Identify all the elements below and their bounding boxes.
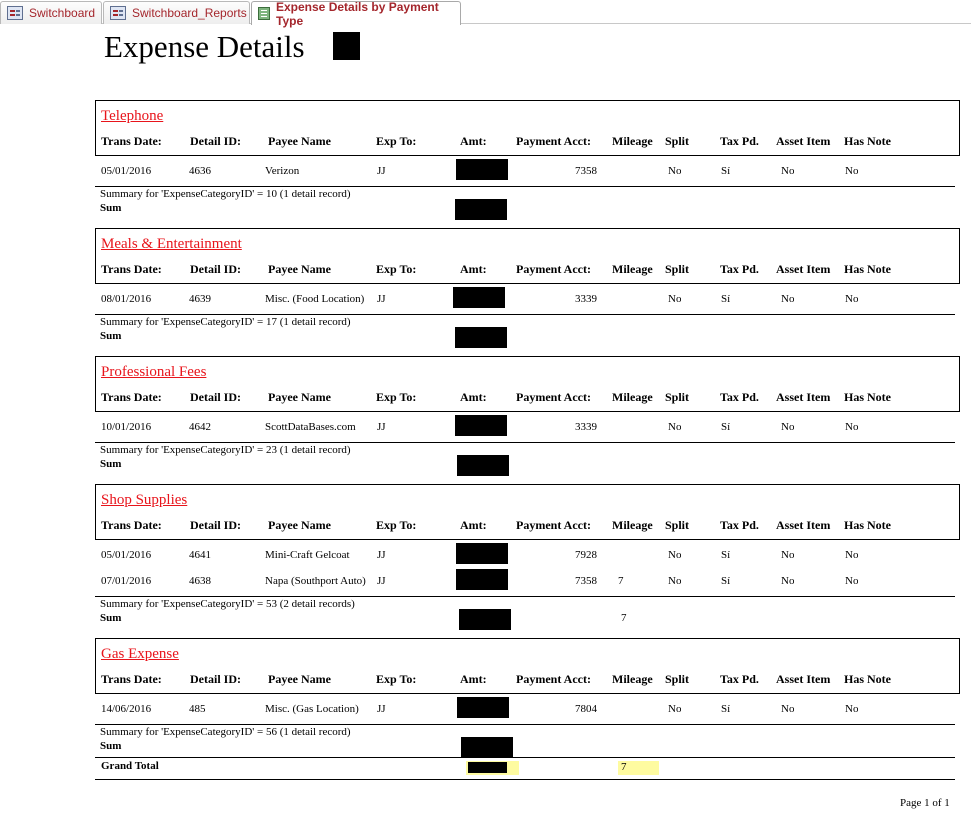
cell-tax-pd: Sí: [721, 421, 731, 433]
column-header-has-note: Has Note: [844, 672, 891, 686]
form-icon: [7, 6, 23, 20]
column-header-payee-name: Payee Name: [268, 134, 331, 148]
cell-has-note: No: [845, 575, 859, 587]
group-title: Professional Fees: [101, 364, 207, 380]
column-header-tax-pd: Tax Pd.: [720, 518, 759, 532]
cell-exp-to: JJ: [377, 165, 386, 177]
cell-asset-item: No: [781, 293, 795, 305]
cell-has-note: No: [845, 421, 859, 433]
sum-amount-redacted: [457, 455, 509, 476]
column-header-has-note: Has Note: [844, 390, 891, 404]
column-header-amt: Amt:: [460, 134, 487, 148]
cell-payee-name: Verizon: [265, 165, 300, 177]
cell-trans-date: 14/06/2016: [101, 703, 152, 715]
cell-exp-to: JJ: [377, 703, 386, 715]
amount-redacted: [456, 159, 508, 180]
cell-asset-item: No: [781, 575, 795, 587]
amount-redacted: [455, 415, 507, 436]
column-header-asset-item: Asset Item: [776, 518, 831, 532]
group-title: Shop Supplies: [101, 492, 188, 508]
redacted-block: [333, 32, 360, 60]
cell-payment-acct: 7804: [575, 703, 597, 715]
detail-rule: [95, 442, 955, 443]
column-header-asset-item: Asset Item: [776, 672, 831, 686]
group-header: [95, 638, 960, 694]
report-icon: [258, 7, 270, 20]
cell-asset-item: No: [781, 165, 795, 177]
group-title: Gas Expense: [101, 646, 179, 662]
column-header-split: Split: [665, 262, 690, 276]
column-header-payment-acct: Payment Acct:: [516, 134, 591, 148]
column-header-amt: Amt:: [460, 262, 487, 276]
cell-split: No: [668, 575, 682, 587]
column-header-detail-id: Detail ID:: [190, 518, 241, 532]
group-title: Meals & Entertainment: [101, 236, 242, 252]
column-header-asset-item: Asset Item: [776, 134, 831, 148]
group-summary: Summary for 'ExpenseCategoryID' = 10 (1 detail record): [100, 188, 351, 200]
sum-amount-redacted: [461, 737, 513, 758]
column-header-payee-name: Payee Name: [268, 672, 331, 686]
detail-rule: [95, 314, 955, 315]
cell-has-note: No: [845, 549, 859, 561]
column-header-trans-date: Trans Date:: [101, 134, 162, 148]
tab-switchboard-reports[interactable]: [103, 1, 250, 24]
cell-has-note: No: [845, 293, 859, 305]
cell-exp-to: JJ: [377, 575, 386, 587]
amount-redacted: [456, 569, 508, 590]
column-header-split: Split: [665, 672, 690, 686]
cell-split: No: [668, 703, 682, 715]
column-header-has-note: Has Note: [844, 134, 891, 148]
amount-redacted: [457, 697, 509, 718]
column-header-detail-id: Detail ID:: [190, 390, 241, 404]
column-header-amt: Amt:: [460, 518, 487, 532]
cell-payment-acct: 7358: [575, 575, 597, 587]
cell-payment-acct: 7928: [575, 549, 597, 561]
column-header-trans-date: Trans Date:: [101, 262, 162, 276]
column-header-tax-pd: Tax Pd.: [720, 672, 759, 686]
group-header: [95, 484, 960, 540]
cell-exp-to: JJ: [377, 549, 386, 561]
cell-payment-acct: 7358: [575, 165, 597, 177]
column-header-exp-to: Exp To:: [376, 262, 417, 276]
column-header-asset-item: Asset Item: [776, 262, 831, 276]
column-header-mileage: Mileage: [612, 390, 653, 404]
cell-payee-name: ScottDataBases.com: [265, 421, 356, 433]
sum-label: Sum: [100, 740, 122, 752]
grand-total-mileage: 7: [621, 761, 627, 773]
cell-detail-id: 4638: [189, 575, 211, 587]
column-header-amt: Amt:: [460, 390, 487, 404]
sum-label: Sum: [100, 202, 122, 214]
column-header-trans-date: Trans Date:: [101, 390, 162, 404]
column-header-mileage: Mileage: [612, 134, 653, 148]
cell-has-note: No: [845, 703, 859, 715]
cell-trans-date: 10/01/2016: [101, 421, 152, 433]
document-tab-bar: [0, 0, 971, 28]
amount-redacted: [453, 287, 505, 308]
cell-payee-name: Mini-Craft Gelcoat: [265, 549, 350, 561]
cell-payee-name: Misc. (Gas Location): [265, 703, 359, 715]
cell-tax-pd: Sí: [721, 703, 731, 715]
cell-asset-item: No: [781, 549, 795, 561]
cell-tax-pd: Sí: [721, 549, 731, 561]
cell-payment-acct: 3339: [575, 293, 597, 305]
grand-total-rule-top: [95, 757, 955, 758]
column-header-payment-acct: Payment Acct:: [516, 672, 591, 686]
cell-detail-id: 4636: [189, 165, 211, 177]
column-header-payment-acct: Payment Acct:: [516, 518, 591, 532]
column-header-has-note: Has Note: [844, 518, 891, 532]
form-icon: [110, 6, 126, 20]
group-summary: Summary for 'ExpenseCategoryID' = 53 (2 detail records): [100, 598, 355, 610]
grand-total-amount-redacted: [468, 762, 507, 773]
group-title: Telephone: [101, 108, 164, 124]
column-header-detail-id: Detail ID:: [190, 672, 241, 686]
group-header: [95, 356, 960, 412]
detail-rule: [95, 724, 955, 725]
cell-asset-item: No: [781, 421, 795, 433]
cell-detail-id: 4642: [189, 421, 211, 433]
tab-switchboard[interactable]: [0, 1, 102, 24]
sum-amount-redacted: [459, 609, 511, 630]
cell-detail-id: 4639: [189, 293, 211, 305]
tab-label: Switchboard: [29, 6, 96, 20]
sum-label: Sum: [100, 612, 122, 624]
column-header-tax-pd: Tax Pd.: [720, 134, 759, 148]
cell-payee-name: Napa (Southport Auto): [265, 575, 366, 587]
sum-amount-redacted: [455, 199, 507, 220]
cell-exp-to: JJ: [377, 421, 386, 433]
column-header-split: Split: [665, 134, 690, 148]
cell-has-note: No: [845, 165, 859, 177]
column-header-exp-to: Exp To:: [376, 390, 417, 404]
column-header-exp-to: Exp To:: [376, 134, 417, 148]
column-header-detail-id: Detail ID:: [190, 262, 241, 276]
column-header-exp-to: Exp To:: [376, 672, 417, 686]
cell-split: No: [668, 165, 682, 177]
grand-total-label: Grand Total: [101, 760, 159, 772]
group-summary: Summary for 'ExpenseCategoryID' = 56 (1 detail record): [100, 726, 351, 738]
cell-split: No: [668, 293, 682, 305]
group-summary: Summary for 'ExpenseCategoryID' = 23 (1 detail record): [100, 444, 351, 456]
column-header-mileage: Mileage: [612, 262, 653, 276]
column-header-amt: Amt:: [460, 672, 487, 686]
tab-label: Expense Details by Payment Type: [276, 0, 439, 28]
detail-rule: [95, 596, 955, 597]
column-header-tax-pd: Tax Pd.: [720, 390, 759, 404]
column-header-trans-date: Trans Date:: [101, 518, 162, 532]
column-header-payee-name: Payee Name: [268, 262, 331, 276]
cell-payment-acct: 3339: [575, 421, 597, 433]
tab-label: Switchboard_Reports: [132, 6, 247, 20]
sum-amount-redacted: [455, 327, 507, 348]
column-header-exp-to: Exp To:: [376, 518, 417, 532]
column-header-payment-acct: Payment Acct:: [516, 390, 591, 404]
cell-trans-date: 05/01/2016: [101, 165, 152, 177]
sum-label: Sum: [100, 330, 122, 342]
sum-label: Sum: [100, 458, 122, 470]
cell-tax-pd: Sí: [721, 293, 731, 305]
cell-trans-date: 05/01/2016: [101, 549, 152, 561]
cell-detail-id: 4641: [189, 549, 211, 561]
grand-total-rule-bottom: [95, 779, 955, 780]
sum-mileage: 7: [621, 612, 627, 624]
column-header-asset-item: Asset Item: [776, 390, 831, 404]
detail-rule: [95, 186, 955, 187]
cell-mileage: 7: [618, 575, 624, 587]
column-header-detail-id: Detail ID:: [190, 134, 241, 148]
group-summary: Summary for 'ExpenseCategoryID' = 17 (1 detail record): [100, 316, 351, 328]
cell-payee-name: Misc. (Food Location): [265, 293, 365, 305]
column-header-trans-date: Trans Date:: [101, 672, 162, 686]
cell-tax-pd: Sí: [721, 165, 731, 177]
column-header-mileage: Mileage: [612, 672, 653, 686]
cell-trans-date: 07/01/2016: [101, 575, 152, 587]
cell-split: No: [668, 421, 682, 433]
cell-exp-to: JJ: [377, 293, 386, 305]
cell-detail-id: 485: [189, 703, 206, 715]
column-header-split: Split: [665, 390, 690, 404]
group-header: [95, 100, 960, 156]
amount-redacted: [456, 543, 508, 564]
column-header-payee-name: Payee Name: [268, 390, 331, 404]
column-header-payee-name: Payee Name: [268, 518, 331, 532]
cell-tax-pd: Sí: [721, 575, 731, 587]
tab-expense-details-report[interactable]: [251, 0, 461, 28]
column-header-mileage: Mileage: [612, 518, 653, 532]
group-header: [95, 228, 960, 284]
cell-trans-date: 08/01/2016: [101, 293, 152, 305]
report-title: Expense Details: [104, 29, 305, 64]
page-number: Page 1 of 1: [900, 797, 950, 809]
column-header-has-note: Has Note: [844, 262, 891, 276]
cell-split: No: [668, 549, 682, 561]
column-header-split: Split: [665, 518, 690, 532]
cell-asset-item: No: [781, 703, 795, 715]
column-header-payment-acct: Payment Acct:: [516, 262, 591, 276]
column-header-tax-pd: Tax Pd.: [720, 262, 759, 276]
